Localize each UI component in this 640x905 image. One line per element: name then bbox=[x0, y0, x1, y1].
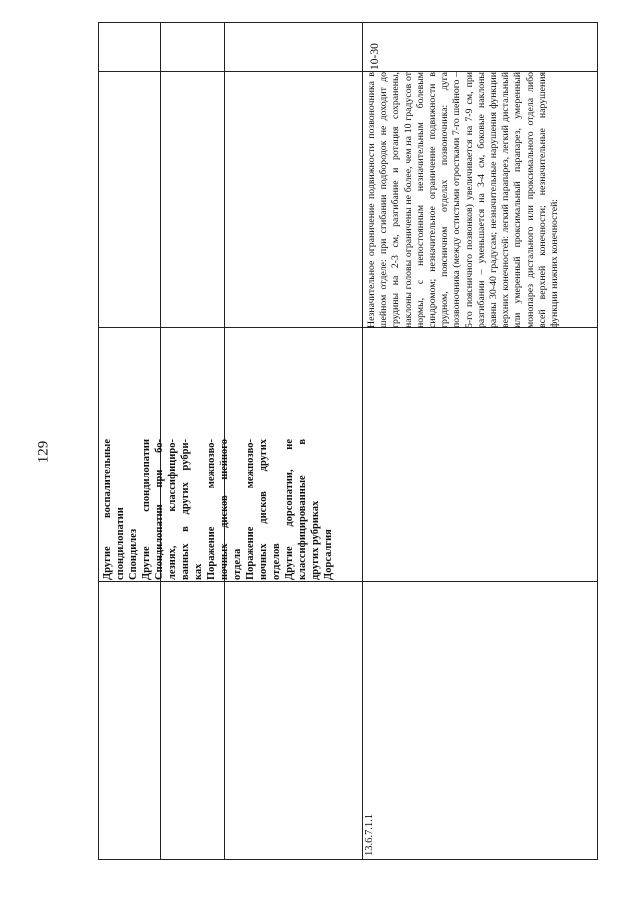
disease-name: Другие воспалительные bbox=[102, 439, 113, 580]
disease-name: ночных дисков шейного bbox=[219, 439, 230, 580]
disease-row bbox=[128, 328, 141, 580]
table-border-left bbox=[98, 859, 598, 860]
disease-row bbox=[232, 328, 245, 580]
page-number: 129 bbox=[35, 440, 52, 464]
disease-name: классифицированные в bbox=[297, 439, 308, 580]
disease-name: Другие дорсопатии, не bbox=[284, 439, 295, 580]
disease-name: ванных в других рубри- bbox=[180, 439, 191, 580]
disease-list bbox=[102, 328, 336, 580]
disease-name: отделов bbox=[271, 543, 282, 580]
description-text: Незначительное ограничение подвижности позвоночника в шейном отделе: при сгибании подбородок не доходит до грудины на 2-3 см, разгибание и ротация сохранены, наклоны головы ограничены не более, чем на 10 градусов от нормы, с непостоянным незначительным болевым синдромом; незначительное ограничение подвижности в грудном, поясничном отделах позвоночника: дуга позвоночника (между остистыми отростками 7-го шейного – 5-го поясничного позвонков) увеличивается на 7-9 см, при разгибании – уменьшается на 3-4 см, боковые наклоны равны 30-40 градусам; незначительные нарушения функции верхних конечностей: легкий парапарез, легкий дистальный или умеренный проксимальный парапарез, умеренный монопарез дистального или проксимального отдела либо всей верхней конечности; незначительные нарушения функции нижних конечностей: bbox=[366, 72, 561, 328]
disease-name: Дорсалгия bbox=[323, 529, 334, 580]
table-border-bottom bbox=[597, 22, 598, 860]
disease-row bbox=[297, 328, 310, 580]
disease-name: Спондилопатии при бо- bbox=[154, 439, 165, 580]
disease-row bbox=[193, 328, 206, 580]
table-border-top bbox=[98, 22, 99, 860]
disease-name: ночных дисков других bbox=[258, 439, 269, 580]
disease-row bbox=[102, 328, 115, 580]
table-divider bbox=[98, 581, 598, 582]
disease-name: других рубриках bbox=[310, 500, 321, 580]
disease-name: отдела bbox=[232, 548, 243, 580]
disease-name: Спондилез bbox=[128, 528, 139, 580]
table-divider bbox=[362, 22, 363, 860]
disease-row bbox=[180, 328, 193, 580]
criteria-table bbox=[98, 22, 598, 860]
disease-row bbox=[284, 328, 297, 580]
disease-name: Поражение межпозво- bbox=[245, 439, 256, 580]
disease-row bbox=[154, 328, 167, 580]
disease-row bbox=[245, 328, 258, 580]
disease-row bbox=[167, 328, 180, 580]
disease-row bbox=[310, 328, 323, 580]
disease-name: лезнях, классифициро- bbox=[167, 439, 178, 580]
disease-row bbox=[206, 328, 219, 580]
disease-row bbox=[219, 328, 232, 580]
criteria-description bbox=[366, 72, 561, 328]
disease-row bbox=[115, 328, 128, 580]
percent-range: 10-30 bbox=[369, 43, 381, 70]
disease-row bbox=[141, 328, 154, 580]
disease-row bbox=[323, 328, 336, 580]
disease-row bbox=[271, 328, 284, 580]
disease-name: ках bbox=[193, 563, 204, 580]
section-code: 13.6.7.1.1 bbox=[364, 814, 375, 856]
table-border-right bbox=[98, 22, 598, 23]
disease-name: Поражение межпозво- bbox=[206, 439, 217, 580]
disease-name: спондилопатии bbox=[115, 507, 126, 580]
disease-row bbox=[258, 328, 271, 580]
disease-name: Другие спондилопатии bbox=[141, 439, 152, 580]
